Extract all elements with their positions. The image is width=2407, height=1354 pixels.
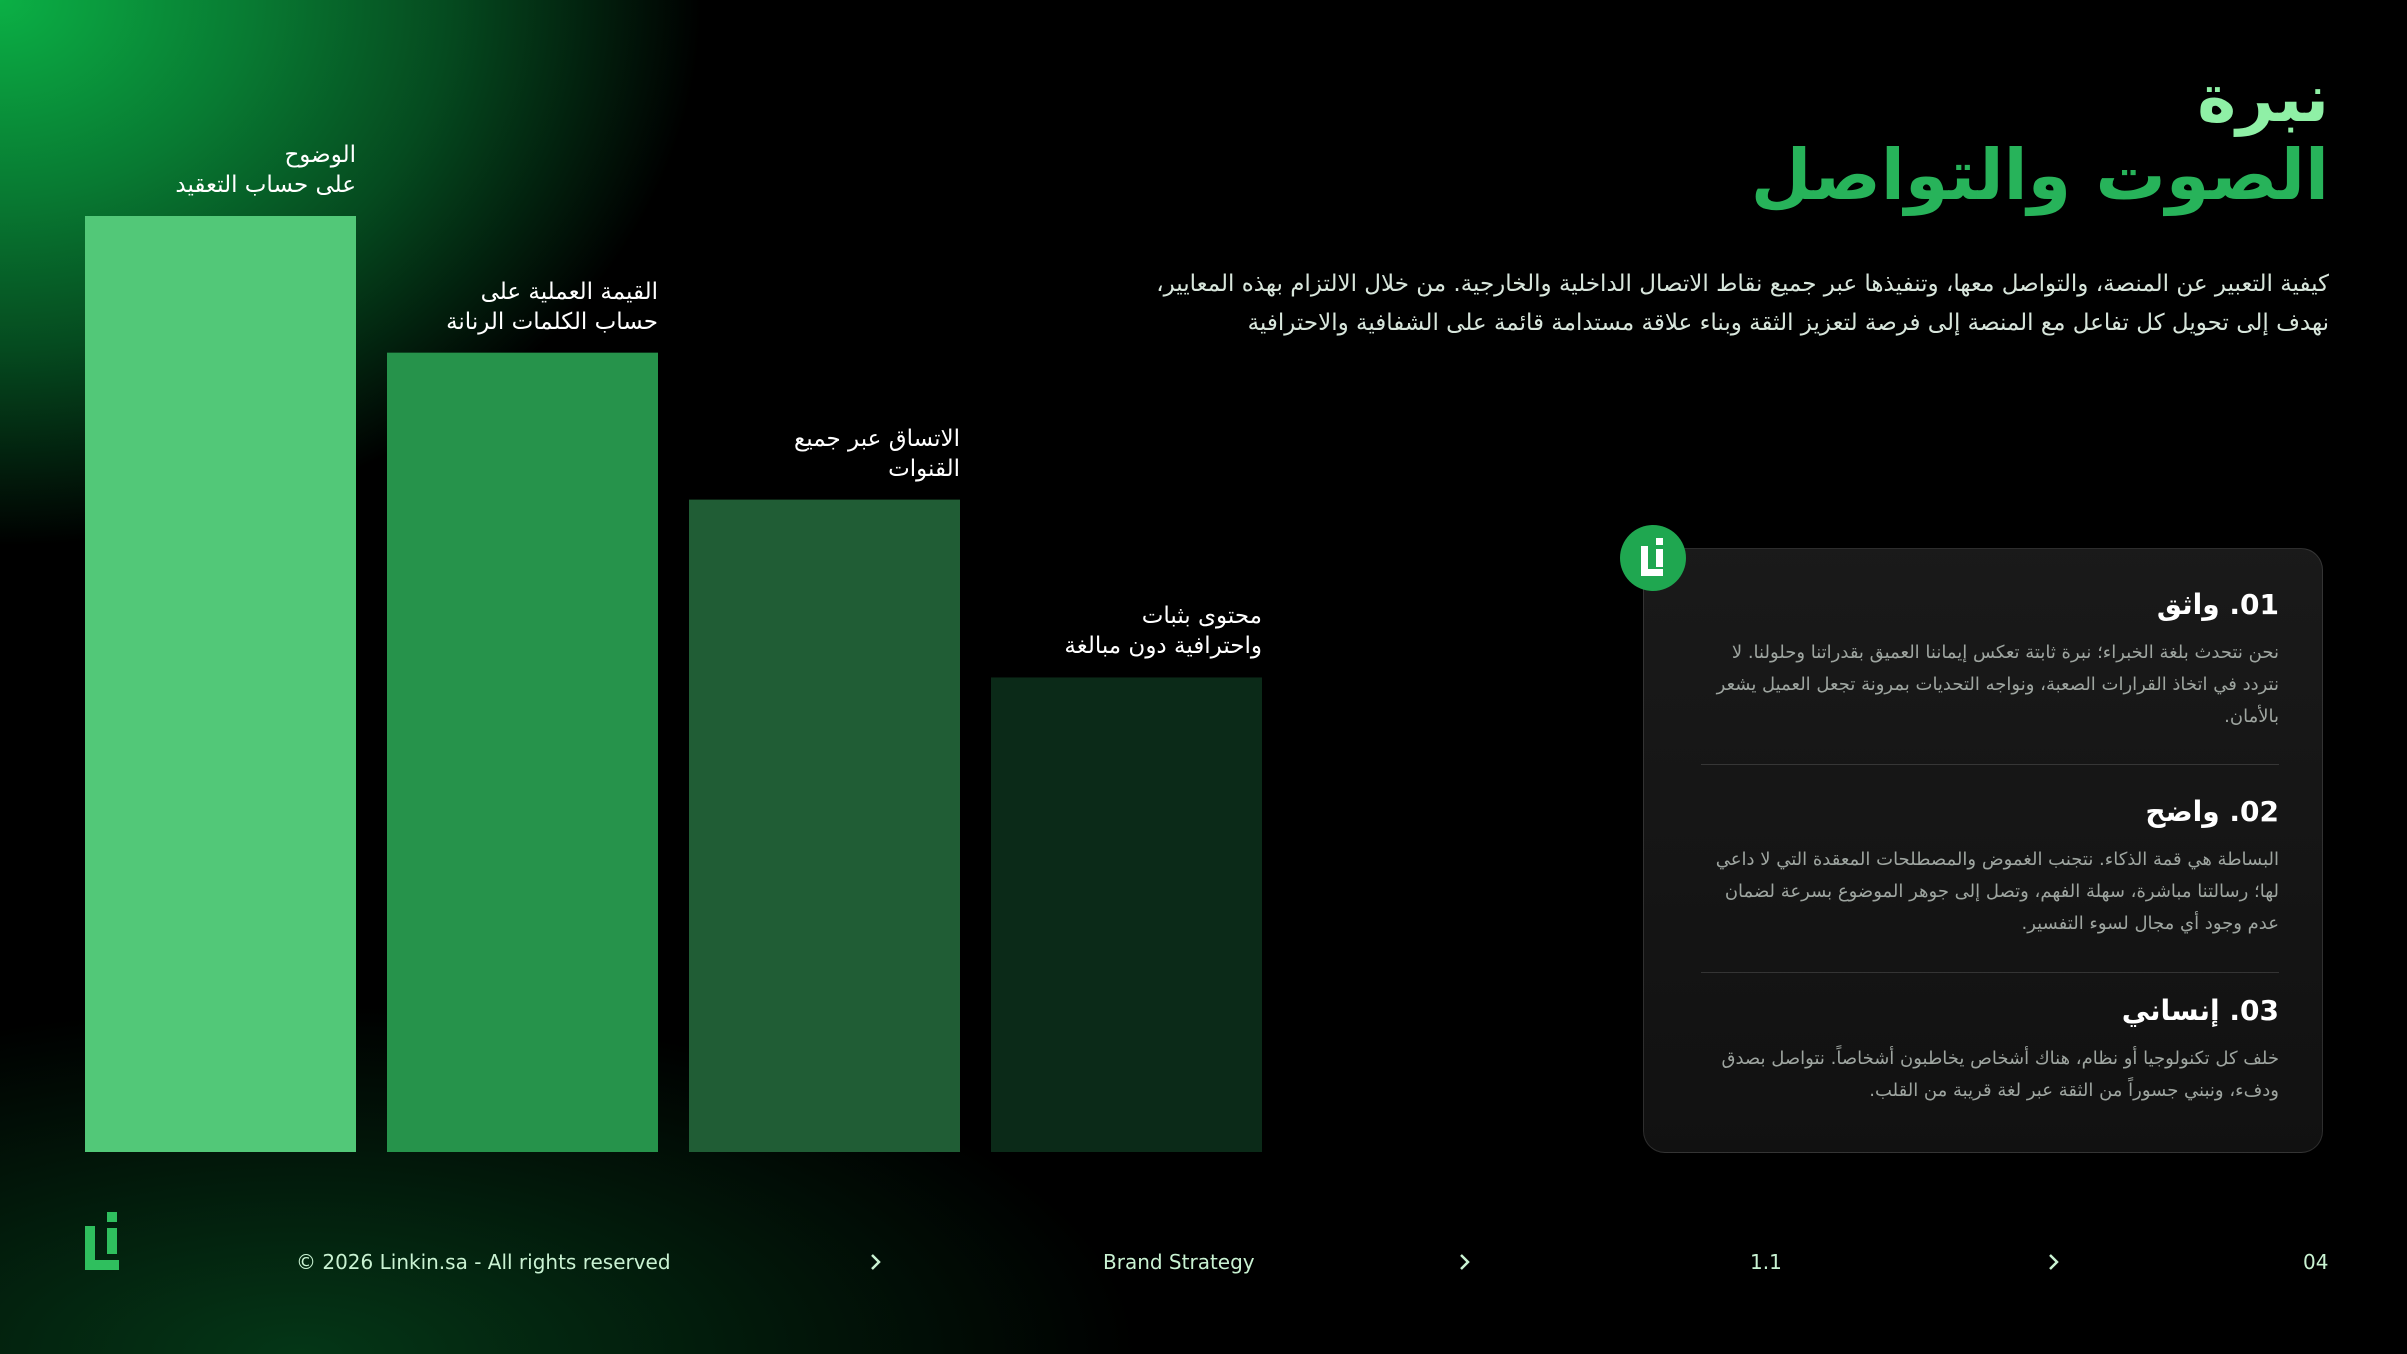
tone-item-confident (1699, 588, 2279, 733)
linkin-logo-icon (1638, 536, 1668, 580)
footer-subsection[interactable]: 1.1 (1750, 1250, 1782, 1274)
chart-bar (387, 353, 658, 1152)
chevron-right-icon (1458, 1250, 1472, 1274)
tone-item-body: البساطة هي قمة الذكاء. نتجنب الغموض والمصطلحات المعقدة التي لا داعي لها؛ رسالتنا مباشرة، سهلة الفهم، وتصل إلى جوهر الموضوع بسرعة لضمان عدم وجود أي مجال لسوء التفسير. (1715, 849, 2279, 934)
chart-bar (689, 500, 960, 1152)
page-description: كيفية التعبير عن المنصة، والتواصل معها، وتنفيذها عبر جميع نقاط الاتصال الداخلية والخارجية. من خلال الالتزام بهذه المعايير، نهدف إلى تحويل كل تفاعل مع المنصة إلى فرصة لتعزيز الثقة وبناء علاقة مستدامة قائمة على الشفافية والاحترافية (1156, 271, 2329, 336)
chart-bar-label: الوضوح على حساب التعقيد (175, 142, 356, 198)
linkin-logo-icon (83, 1212, 123, 1272)
tone-item-title: 02. واضح (2145, 795, 2279, 828)
tone-item-title: 01. واثق (2156, 588, 2279, 621)
tone-item-human (1699, 994, 2279, 1107)
card-logo-badge (1620, 525, 1686, 591)
chevron-right-icon (2047, 1250, 2061, 1274)
page-title-line1: نبرة (2197, 60, 2329, 137)
chart-bar-label: الاتساق عبر جميع القنوات (794, 425, 960, 482)
page-title-line2: الصوت والتواصل (1750, 134, 2329, 216)
tone-item-body: خلف كل تكنولوجيا أو نظام، هناك أشخاص يخاطبون أشخاصاً. نتواصل بصدق ودفء، ونبني جسوراً من الثقة عبر لغة قريبة من القلب. (1721, 1048, 2279, 1101)
tone-item-title: 03. إنساني (2121, 994, 2279, 1027)
chart-bar (991, 677, 1262, 1152)
tone-item-body: نحن نتحدث بلغة الخبراء؛ نبرة ثابتة تعكس إيماننا العميق بقدراتنا وحلولنا. لا نتردد في اتخاذ القرارات الصعبة، ونواجه التحديات بمرونة تجعل العميل يشعر بالأمان. (1716, 642, 2279, 727)
footer-page-number: 04 (2303, 1250, 2329, 1274)
footer-copyright: © 2026 Linkin.sa - All rights reserved (296, 1250, 671, 1274)
footer-section[interactable]: Brand Strategy (1103, 1250, 1255, 1274)
card-divider (1701, 972, 2279, 973)
chart-bar-label: القيمة العملية على حساب الكلمات الرنانة (446, 278, 658, 335)
card-divider (1701, 764, 2279, 765)
chart-bar-label: محتوى بثبات واحترافية دون مبالغة (1064, 603, 1262, 660)
chart-bar (85, 216, 356, 1152)
chevron-right-icon (869, 1250, 883, 1274)
tone-item-clear (1699, 795, 2279, 940)
